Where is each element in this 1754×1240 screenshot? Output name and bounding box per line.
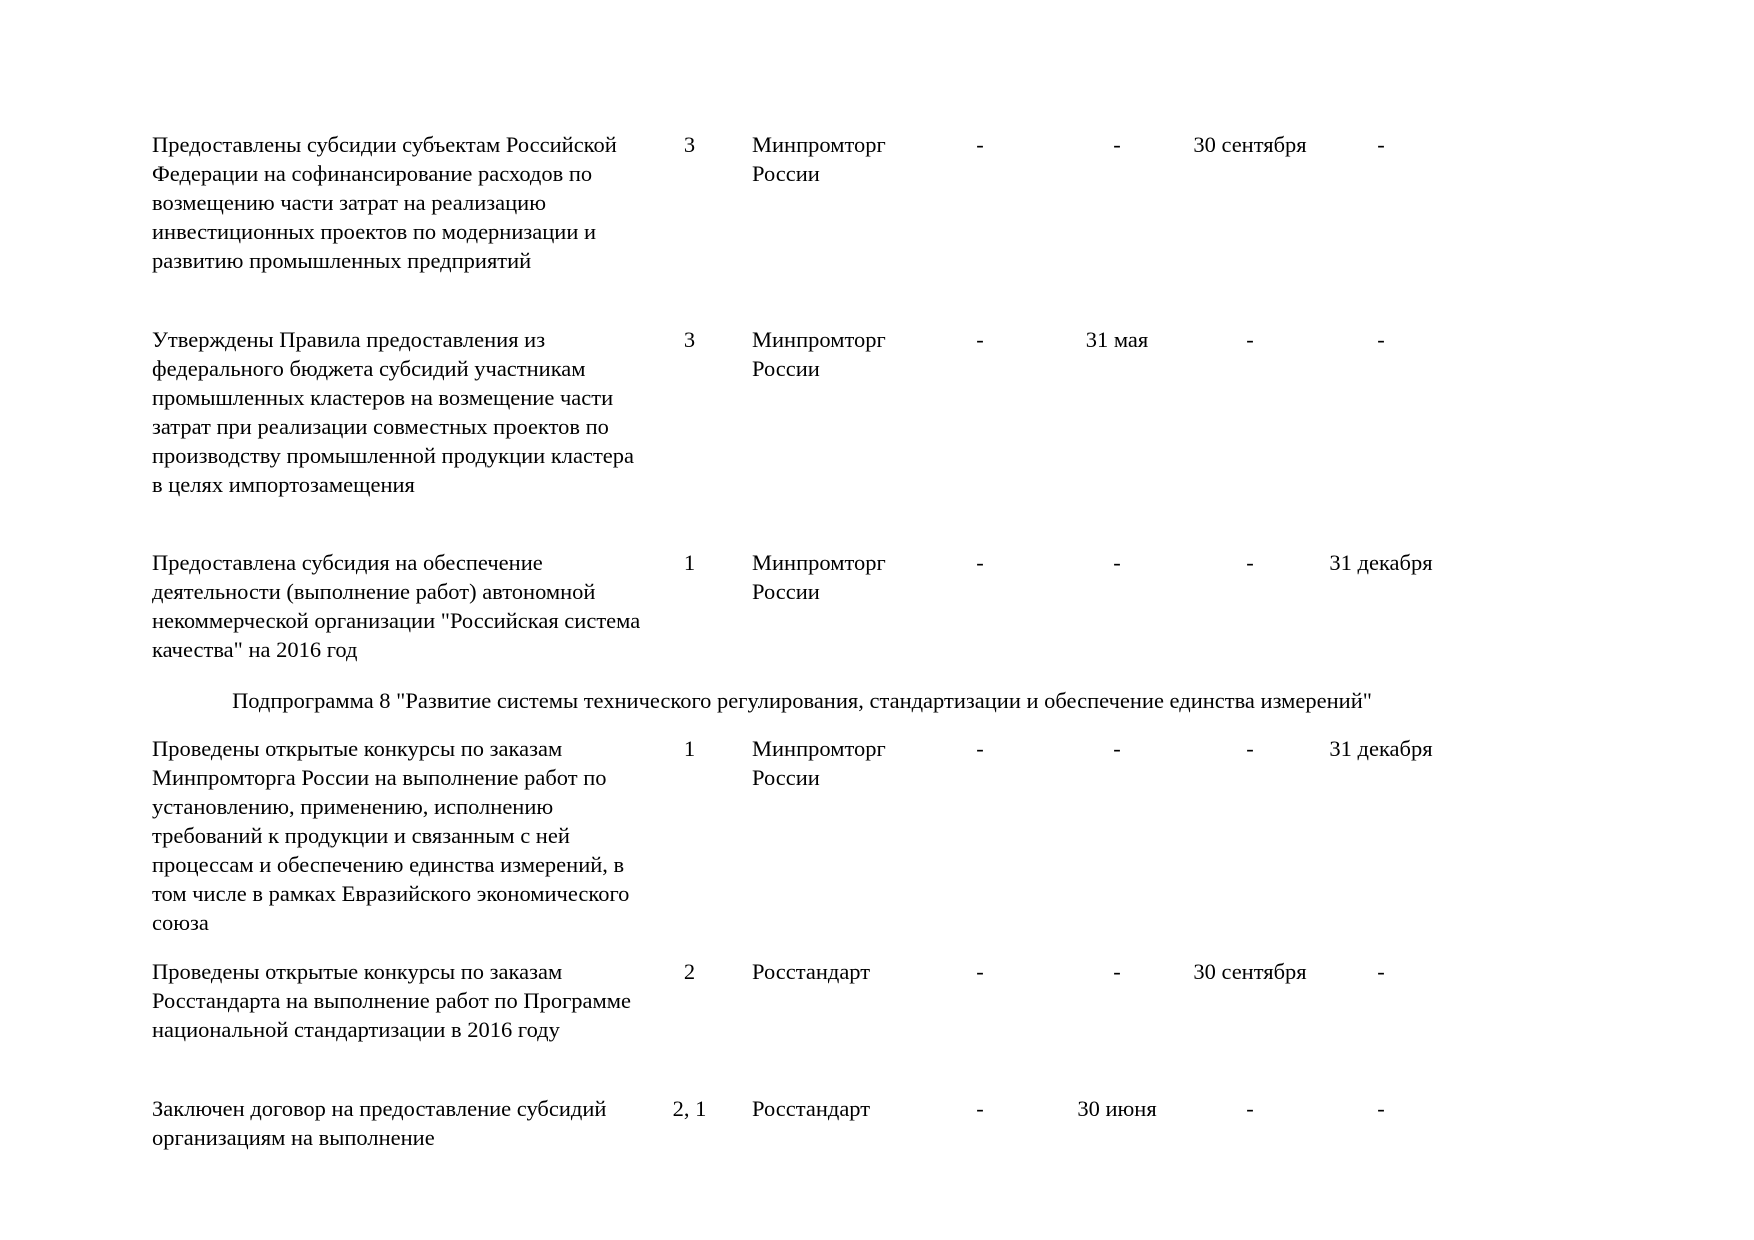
row-description: Утверждены Правила предоставления из федерального бюджета субсидий участникам промышленных кластеров на возмещение части затрат при реализации совместных проектов по производству промышленной продукции кластера в целях импортозамещения — [152, 327, 635, 497]
subprogram-heading-text: Подпрограмма 8 "Развитие системы технического регулирования, стандартизации и обеспечение единства измерений" — [232, 688, 1372, 713]
row-quarter-1: - — [976, 736, 984, 761]
row-quarter-3: - — [1246, 1096, 1254, 1121]
row-number: 1 — [683, 550, 696, 575]
row-number: 3 — [683, 327, 696, 352]
row-quarter-4: - — [1377, 959, 1385, 984]
row-quarter-4: - — [1377, 1096, 1385, 1121]
row-quarter-3: - — [1246, 550, 1254, 575]
row-quarter-1: - — [976, 132, 984, 157]
row-responsible: Минпромторг России — [752, 132, 886, 186]
row-quarter-1: - — [976, 327, 984, 352]
row-quarter-2: - — [1113, 736, 1121, 761]
row-quarter-1: - — [976, 959, 984, 984]
row-quarter-3: 30 сентября — [1193, 959, 1307, 984]
row-description: Предоставлена субсидия на обеспечение деятельности (выполнение работ) автономной некоммерческой организации "Российская система качества" на 2016 год — [152, 550, 641, 662]
row-quarter-2: - — [1113, 132, 1121, 157]
row-quarter-2: 30 июня — [1077, 1096, 1157, 1121]
row-responsible: Росстандарт — [752, 1096, 871, 1121]
row-responsible: Росстандарт — [752, 959, 871, 984]
row-description: Заключен договор на предоставление субсидий организациям на выполнение — [152, 1096, 607, 1150]
row-description: Предоставлены субсидии субъектам Российской Федерации на софинансирование расходов по возмещению части затрат на реализацию инвестиционных проектов по модернизации и развитию промышленных предприятий — [152, 132, 617, 273]
row-responsible: Минпромторг России — [752, 736, 886, 790]
row-number: 1 — [683, 736, 696, 761]
row-quarter-3: - — [1246, 327, 1254, 352]
row-quarter-4: 31 декабря — [1329, 550, 1433, 575]
row-quarter-4: 31 декабря — [1329, 736, 1433, 761]
row-quarter-4: - — [1377, 132, 1385, 157]
row-quarter-4: - — [1377, 327, 1385, 352]
row-quarter-1: - — [976, 550, 984, 575]
row-description: Проведены открытые конкурсы по заказам Росстандарта на выполнение работ по Программе национальной стандартизации в 2016 году — [152, 959, 632, 1042]
row-description: Проведены открытые конкурсы по заказам Минпромторга России на выполнение работ по установлению, применению, исполнению требований к продукции и связанным с ней процессам и обеспечению единства измерений, в том числе в рамках Евразийского экономического союза — [152, 736, 630, 935]
row-quarter-1: - — [976, 1096, 984, 1121]
row-quarter-2: - — [1113, 959, 1121, 984]
row-number: 2, 1 — [672, 1096, 707, 1121]
row-quarter-3: 30 сентября — [1193, 132, 1307, 157]
row-number: 2 — [683, 959, 696, 984]
row-quarter-2: - — [1113, 550, 1121, 575]
row-quarter-2: 31 мая — [1085, 327, 1149, 352]
row-number: 3 — [683, 132, 696, 157]
row-responsible: Минпромторг России — [752, 327, 886, 381]
row-quarter-3: - — [1246, 736, 1254, 761]
row-responsible: Минпромторг России — [752, 550, 886, 604]
